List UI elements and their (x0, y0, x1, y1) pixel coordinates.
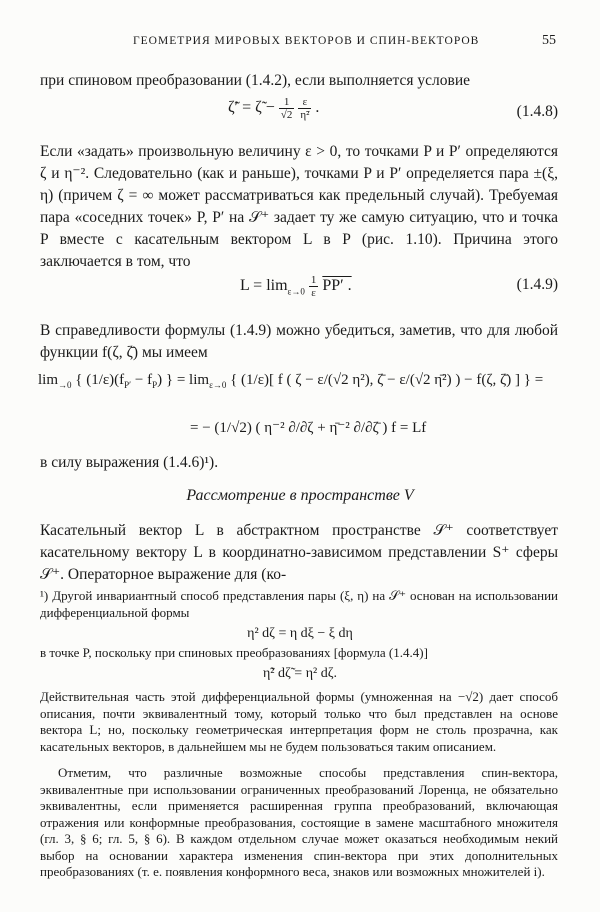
eq148-frac2: $\frac{\varepsilon}{\text{η̃²}}$ (300, 96, 310, 121)
footnote-2: в точке P, поскольку при спиновых преобразованиях [формула (1.4.4)] (40, 645, 428, 660)
eq149-number: (1.4.9) (516, 276, 558, 293)
section-heading: Рассмотрение в пространстве V (186, 487, 414, 504)
big-equation-line-1: $\lim_{\to 0}$ { $(1/\varepsilon)(f_{P'} - f_P)$ } = $\lim_{\varepsilon\to 0}$ { (1/ε)[ f ( ζ − ε/(√2 η²), ζ̄ − ε/(√2 η̄²) ) − f(ζ, ζ̄) ] } = (38, 372, 544, 390)
paragraph-4: в силу выражения (1.4.6)¹). (40, 454, 219, 471)
footnote-4: Отметим, что различные возможные способы представления спин-вектора, эквивалентные при использовании ограниченных преобразований Лоренца, не обязательно эквивалентны, если применяется расширенная группа преобразований, включающая отражения или конформные преобразования, состоящие в замене масштабного множителя (гл. 3, § 6; гл. 5, § 6). В каждом отдельном случае может оказаться необходимым некий выбор на основании характера изменения спин-вектора при этих дополнительных преобразованиях (т. е. появления конформного веса, знаков или возможных множителей i). (40, 765, 558, 879)
footnote-1: ¹) Другой инвариантный способ представления пары (ξ, η) на 𝒮⁺ основан на использовании дифференциальной формы (40, 588, 558, 620)
paragraph-1: при спиновом преобразовании (1.4.2), если выполняется условие (40, 72, 470, 89)
big-equation-line-2: = − (1/√2) ( η⁻² ∂/∂ζ + η̄⁻² ∂/∂ζ̄ ) f = Lf (190, 420, 427, 436)
eq148-number: (1.4.8) (516, 103, 558, 120)
paragraph-3: В справедливости формулы (1.4.9) можно убедиться, заметив, что для любой функции f(ζ, ζ̄) мы имеем (40, 322, 558, 361)
footnote-equation-2: η̃² dζ̃ = η² dζ. (262, 666, 338, 681)
eq148-lhs: ζ̃′ = ζ̃ − (228, 99, 275, 117)
paragraph-5: Касательный вектор L в абстрактном пространстве 𝒮⁺ соответствует касательному вектору L в координатно-зависимом представлении S⁺ сферы 𝒮⁺. Операторное выражение для (ко- (40, 522, 558, 583)
footnote-3: Действительная часть этой дифференциальной формы (умноженная на −√2) дает способ описания, почти эквивалентный тому, который только что был представлен на основе вектора L; но, поскольку геометрическая интерпретация форм не столь прозрачна, как касательных векторов, в дальнейшем мы не будем пользоваться таким описанием. (40, 689, 558, 754)
eq148-frac1: $\frac{1}{√2}$ (280, 96, 293, 121)
eq149-frac: $\frac{1}{\varepsilon}$ (310, 274, 317, 299)
equation-1-4-9: $L = \lim_{\varepsilon\to 0}$ $\frac{1}{\varepsilon}$ PP′ . (240, 274, 352, 299)
paragraph-2: Если «задать» произвольную величину ε > 0, то точками P и P′ определяются ζ и η⁻². Следовательно (как и раньше), точками P и P′ определяется пара ±(ξ, η) (причем ζ = ∞ может рассматриваться как предельный случай). Требуемая пара «соседних точек» P, P′ на 𝒮⁺ задает ту же самую ситуацию, что и точка P вместе с касательным вектором L в P (рис. 1.10). Причина этого заключается в том, что (40, 143, 558, 270)
header-title: ГЕОМЕТРИЯ МИРОВЫХ ВЕКТОРОВ И СПИН-ВЕКТОРОВ (133, 35, 480, 47)
footnote-equation-1: η² dζ = η dξ − ξ dη (247, 626, 353, 641)
equation-1-4-8: ζ̃′ = ζ̃ − $\frac{1}{√2}$ $\frac{\varepsilon}{\text{η̃²}}$ . (228, 96, 320, 121)
page-number: 55 (542, 33, 556, 48)
